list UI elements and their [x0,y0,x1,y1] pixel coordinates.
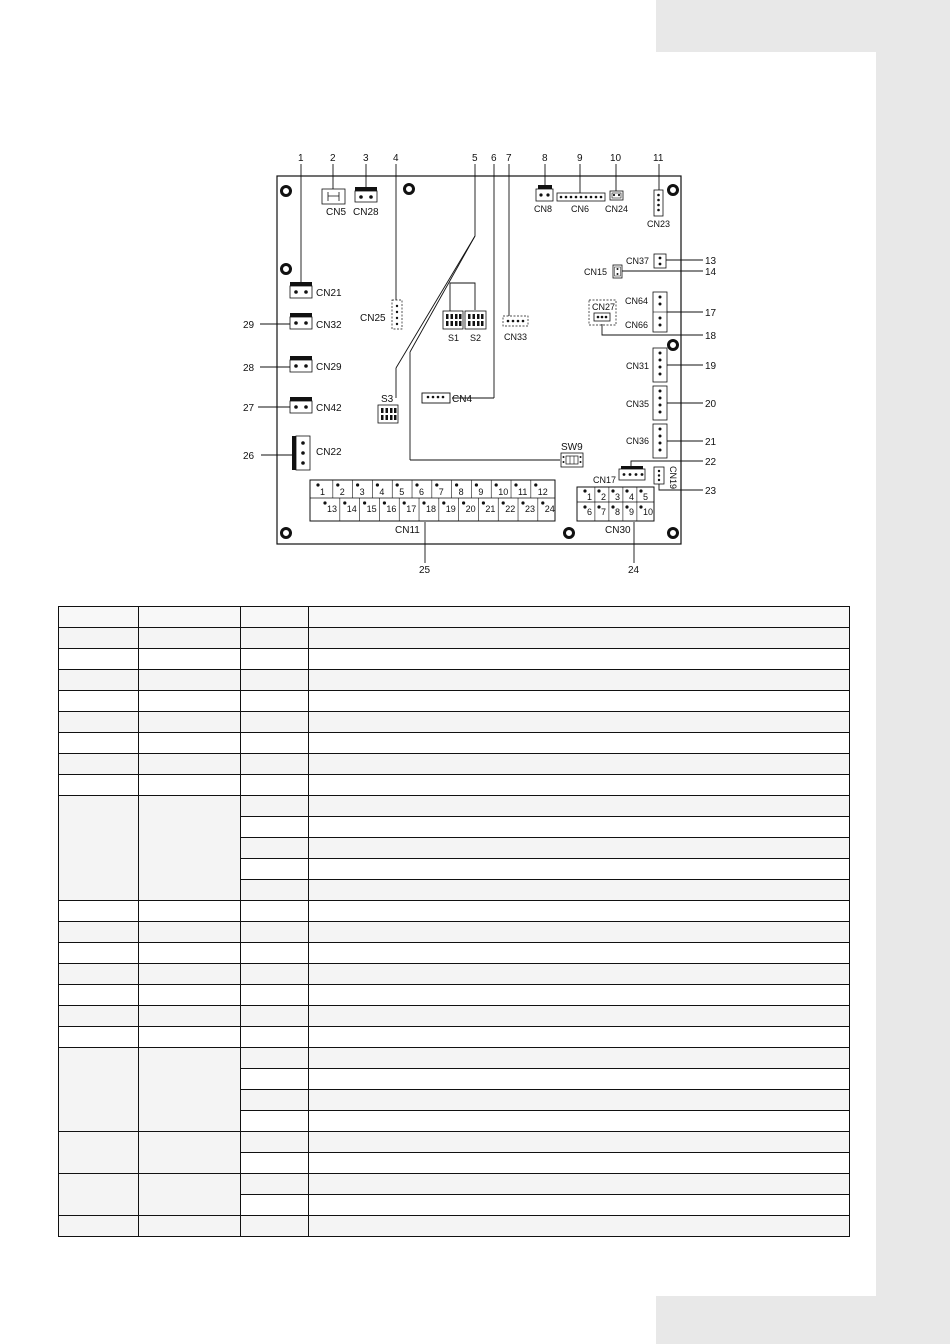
table-cell [241,712,309,733]
pin-label: 7 [438,487,444,497]
table-row [59,712,850,733]
table-row [59,754,850,775]
pin-label: 3 [615,492,621,502]
callout-14: 14 [705,267,717,278]
label-cn64: CN64 [625,296,649,306]
pcb-layout-diagram [0,0,950,600]
table-cell [309,1195,850,1216]
pin-label: 21 [485,504,496,514]
table-cell [139,754,241,775]
pin-label: 5 [643,492,649,502]
connector-cn36 [626,424,667,458]
table-cell [309,649,850,670]
pin-label: 13 [327,504,338,514]
table-cell [139,1174,241,1216]
label-cn8: CN8 [534,204,553,214]
callout-3: 3 [363,153,369,164]
table-cell [59,1027,139,1048]
label-cn32: CN32 [316,320,342,331]
table-cell [309,985,850,1006]
table-cell [309,1132,850,1153]
table-cell [241,1174,309,1195]
side-tab-bottom [656,1296,950,1344]
connector-cn32 [290,313,342,331]
table-row [59,901,850,922]
table-cell [139,712,241,733]
label-cn23: CN23 [647,219,671,229]
table-cell [241,649,309,670]
pin-label: 2 [601,492,607,502]
table-cell [59,733,139,754]
table-header-row [59,607,850,628]
callout-8: 8 [542,153,548,164]
table-cell [309,1216,850,1237]
pin-label: 3 [359,487,365,497]
table-cell [309,796,850,817]
table-cell [59,964,139,985]
table-cell [241,670,309,691]
table-cell [309,733,850,754]
table-row [59,1216,850,1237]
connector-cn37 [626,254,666,268]
label-cn4: CN4 [452,394,473,405]
label-cn36: CN36 [626,436,650,446]
callout-27: 27 [243,403,255,414]
callout-23: 23 [705,486,717,497]
callout-17: 17 [705,308,717,319]
connector-cn42 [290,397,342,414]
pin-label: 9 [478,487,484,497]
callout-21: 21 [705,437,717,448]
table-cell [241,754,309,775]
table-cell [59,670,139,691]
pin-label: 6 [587,507,593,517]
table-cell [309,838,850,859]
table-cell [241,628,309,649]
table-cell [241,1216,309,1237]
table-cell [139,691,241,712]
label-cn11: CN11 [395,525,420,536]
label-cn5: CN5 [326,207,347,218]
table-row [59,670,850,691]
terminal-block-cn30 [577,487,654,536]
table-cell [59,754,139,775]
table-row [59,1132,850,1153]
table-cell [241,733,309,754]
connector-cn22 [292,436,342,470]
connector-cn35 [626,386,667,420]
switch-sw9 [561,442,583,467]
table-cell [309,1153,850,1174]
table-cell [309,1111,850,1132]
table-cell [59,901,139,922]
table-row [59,985,850,1006]
connector-cn31 [626,348,667,382]
label-s1: S1 [448,333,460,343]
table-cell [241,943,309,964]
callout-25: 25 [419,565,431,576]
callout-1: 1 [298,153,304,164]
label-cn19: CN19 [668,466,678,490]
pin-label: 19 [445,504,456,514]
table-cell [241,901,309,922]
table-cell [59,1132,139,1174]
label-cn24: CN24 [605,204,629,214]
connector-spec-table [58,606,850,1237]
pin-label: 24 [544,504,555,514]
table-cell [309,964,850,985]
pin-label: 8 [615,507,621,517]
table-cell [139,607,241,628]
connector-cn4 [422,393,472,405]
table-cell [309,670,850,691]
table-cell [139,628,241,649]
connector-cn24 [605,191,628,214]
pin-label: 9 [629,507,635,517]
pin-label: 10 [643,507,654,517]
table-row [59,775,850,796]
label-sw9: SW9 [561,442,583,453]
connector-cn27 [589,300,616,325]
pin-label: 14 [346,504,357,514]
table-cell [241,691,309,712]
callout-5: 5 [472,153,478,164]
table-cell [59,922,139,943]
table-cell [309,1027,850,1048]
table-row [59,1027,850,1048]
table-row [59,943,850,964]
connector-cn28 [353,187,379,218]
table-cell [241,838,309,859]
label-cn29: CN29 [316,362,342,373]
callout-24: 24 [628,565,640,576]
label-s3: S3 [381,394,394,405]
callout-22: 22 [705,457,717,468]
table-cell [59,649,139,670]
callout-9: 9 [577,153,583,164]
table-cell [139,649,241,670]
table-cell [241,859,309,880]
pin-label: 16 [386,504,397,514]
pin-label: 17 [406,504,417,514]
table-cell [59,1216,139,1237]
connector-cn15 [584,265,622,278]
pin-label: 1 [587,492,593,502]
table-cell [59,796,139,901]
table-cell [241,964,309,985]
callout-6: 6 [491,153,497,164]
table-cell [309,1174,850,1195]
callout-2: 2 [330,153,336,164]
connector-cn6 [557,193,605,214]
table-cell [139,985,241,1006]
table-cell [241,1132,309,1153]
table-cell [309,859,850,880]
label-cn17: CN17 [593,475,617,485]
table-cell [309,775,850,796]
table-cell [309,1006,850,1027]
table-cell [309,628,850,649]
table-cell [241,1111,309,1132]
callout-18: 18 [705,331,717,342]
pin-label: 10 [498,487,509,497]
connector-cn64-cn66 [625,292,667,332]
pin-label: 6 [419,487,425,497]
table-cell [241,1195,309,1216]
table-row [59,628,850,649]
table-cell [309,691,850,712]
table-cell [59,775,139,796]
label-cn28: CN28 [353,207,379,218]
pin-label: 18 [426,504,437,514]
table-cell [139,796,241,901]
callout-26: 26 [243,451,255,462]
table-cell [309,943,850,964]
table-cell [139,1048,241,1132]
pin-label: 4 [379,487,385,497]
callout-20: 20 [705,399,717,410]
table-cell [309,754,850,775]
table-cell [309,880,850,901]
table-cell [139,1006,241,1027]
connector-cn5 [322,189,346,218]
table-cell [59,628,139,649]
pin-label: 4 [629,492,635,502]
switch-s1 [443,311,463,343]
label-s2: S2 [470,333,482,343]
table-cell [309,607,850,628]
label-cn42: CN42 [316,403,342,414]
label-cn31: CN31 [626,361,650,371]
table-row [59,964,850,985]
table-row [59,1174,850,1195]
callout-4: 4 [393,153,399,164]
table-row [59,1006,850,1027]
pin-label: 2 [339,487,345,497]
table-cell [59,1006,139,1027]
table-row [59,922,850,943]
table-cell [241,985,309,1006]
connector-cn17 [593,466,645,485]
table-cell [139,670,241,691]
callout-7: 7 [506,153,512,164]
table-cell [241,796,309,817]
table-cell [139,1132,241,1174]
connector-cn25 [360,300,402,329]
pin-label: 8 [458,487,464,497]
table-cell [59,691,139,712]
table-cell [139,733,241,754]
table-cell [241,817,309,838]
table-cell [241,607,309,628]
label-cn15: CN15 [584,267,608,277]
table-cell [241,880,309,901]
table-row [59,649,850,670]
table-cell [309,922,850,943]
table-cell [139,1216,241,1237]
table-cell [309,1069,850,1090]
table-cell [59,985,139,1006]
pin-label: 7 [601,507,607,517]
callout-28: 28 [243,363,255,374]
table-cell [241,1027,309,1048]
connector-cn23 [647,190,670,229]
table-cell [139,943,241,964]
table-cell [139,901,241,922]
pin-label: 15 [366,504,377,514]
table-cell [241,1048,309,1069]
callout-29: 29 [243,320,255,331]
connector-cn8 [534,185,553,214]
connector-cn33 [503,316,528,342]
label-cn21: CN21 [316,288,342,299]
table-cell [59,607,139,628]
table-row [59,733,850,754]
label-cn6: CN6 [571,204,590,214]
table-cell [139,922,241,943]
connector-cn21 [290,282,342,299]
connector-cn29 [290,356,342,373]
table-row [59,796,850,817]
label-cn35: CN35 [626,399,650,409]
table-cell [59,943,139,964]
switch-s2 [465,311,486,343]
table-cell [59,1048,139,1132]
terminal-block-cn11 [310,480,555,536]
pin-label: 1 [320,487,326,497]
table-cell [309,1090,850,1111]
label-cn22: CN22 [316,447,342,458]
callout-10: 10 [610,153,622,164]
table-cell [309,901,850,922]
label-cn30: CN30 [605,525,631,536]
table-cell [309,817,850,838]
table-cell [241,1006,309,1027]
pin-label: 20 [465,504,476,514]
table-row [59,1048,850,1069]
pin-label: 12 [537,487,548,497]
callout-11: 11 [653,153,664,164]
label-cn66: CN66 [625,320,649,330]
table-cell [309,712,850,733]
connector-cn19 [654,466,678,489]
table-cell [241,1153,309,1174]
table-cell [241,1069,309,1090]
table-cell [139,964,241,985]
pin-label: 22 [505,504,516,514]
table-cell [309,1048,850,1069]
table-cell [241,1090,309,1111]
table-cell [241,922,309,943]
label-cn25: CN25 [360,313,386,324]
table-cell [59,712,139,733]
label-cn27: CN27 [592,302,616,312]
label-cn37: CN37 [626,256,650,266]
table-cell [241,775,309,796]
pin-label: 5 [399,487,405,497]
table-row [59,691,850,712]
table-cell [139,775,241,796]
label-cn33: CN33 [504,332,528,342]
pin-label: 11 [518,487,528,497]
callout-13: 13 [705,256,717,267]
table-cell [59,1174,139,1216]
pin-label: 23 [525,504,536,514]
switch-s3 [378,394,398,423]
table-cell [139,1027,241,1048]
callout-19: 19 [705,361,717,372]
